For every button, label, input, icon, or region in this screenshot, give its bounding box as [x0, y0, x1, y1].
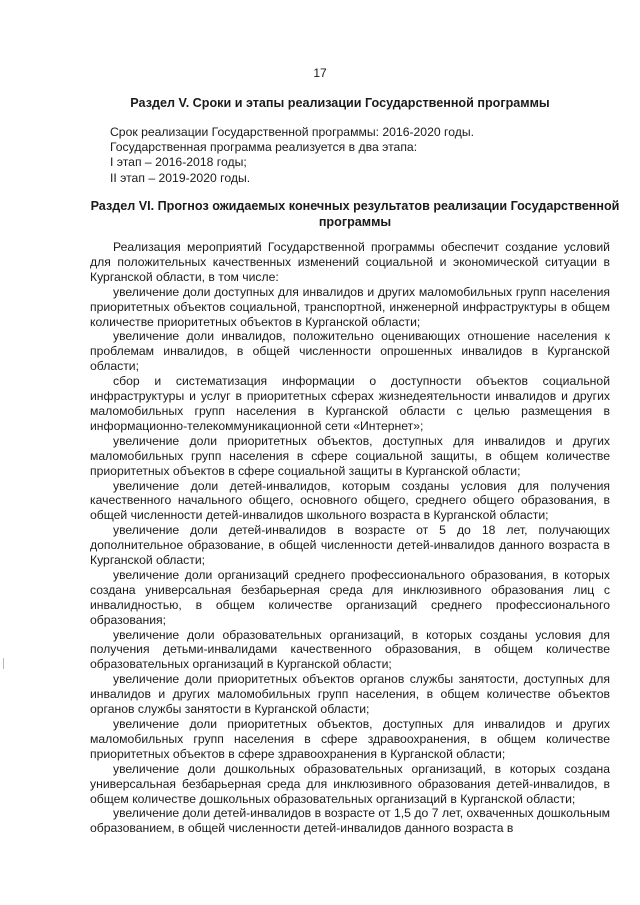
section-6-title: Раздел VI. Прогноз ожидаемых конечных результатов реализации Государственной программы — [90, 199, 620, 229]
program-term-line: Срок реализации Государственной программы: 2016-2020 годы. — [110, 125, 474, 139]
page-number: 17 — [313, 66, 327, 80]
result-item: увеличение доли инвалидов, положительно оценивающих отношение населения к проблемам инвалидов, в общей численности опрошенных инвалидов в Курганской области; — [90, 329, 610, 374]
result-item: увеличение доли приоритетных объектов, доступных для инвалидов и других маломобильных групп населения в сфере здравоохранения, в общем количестве приоритетных объектов в сфере здравоохранения в Курганской области; — [90, 717, 610, 761]
result-item: увеличение доли образовательных организаций, в которых созданы условия для получения детьми-инвалидами качественного образования, в общем количестве образовательных организаций в Курганской области; — [90, 627, 610, 672]
section-5-body — [110, 125, 610, 186]
result-item: увеличение доли детей-инвалидов, которым созданы условия для получения качественного начального общего, основного общего, среднего общего образования, в общей численности детей-инвалидов школьного возраста в Курганской области; — [90, 478, 610, 523]
result-item: увеличение доли доступных для инвалидов и других маломобильных групп населения приоритетных объектов социальной, транспортной, инженерной инфраструктуры в общем количестве приоритетных объектов в Курганской области; — [90, 284, 610, 329]
program-stages-line: Государственная программа реализуется в два этапа: — [110, 140, 418, 155]
stage-2-line: II этап – 2019-2020 годы. — [110, 170, 251, 185]
stage-1-line: I этап – 2016-2018 годы; — [110, 155, 247, 170]
result-item: увеличение доли детей-инвалидов в возрасте от 5 до 18 лет, получающих дополнительное образование, в общей численности детей-инвалидов данного возраста в Курганской области; — [90, 523, 610, 568]
result-item: увеличение доли приоритетных объектов органов службы занятости, доступных для инвалидов и других маломобильных групп населения, в общем количестве объектов органов службы занятости в Курганской области; — [90, 672, 610, 717]
scan-mark — [3, 658, 4, 669]
section-6-body — [90, 240, 610, 836]
result-item: сбор и систематизация информации о доступности объектов социальной инфраструктуры и услуг в приоритетных сферах жизнедеятельности инвалидов и других маломобильных групп населения в Курганской области с целью размещения в информационно-телекоммуникационной сети «Интернет»; — [90, 374, 610, 433]
result-item: увеличение доли организаций среднего профессионального образования, в которых создана универсальная безбарьерная среда для инклюзивного образования лиц с инвалидностью, в общем количестве организаций среднего профессионального образования; — [90, 567, 610, 627]
result-item: увеличение доли дошкольных образовательных организаций, в которых создана универсальная безбарьерная среда для инклюзивного образования детей-инвалидов, в общем количестве дошкольных образовательных организаций в Курганской области; — [90, 761, 610, 806]
section-5-title: Раздел V. Сроки и этапы реализации Государственной программы — [130, 96, 550, 110]
intro-paragraph: Реализация мероприятий Государственной программы обеспечит создание условий для положительных качественных изменений социальной и экономической ситуации в Курганской области, в том числе: — [90, 240, 610, 284]
result-item: увеличение доли детей-инвалидов в возрасте от 1,5 до 7 лет, охваченных дошкольным образованием, в общей численности детей-инвалидов данного возраста в — [90, 806, 610, 836]
result-item: увеличение доли приоритетных объектов, доступных для инвалидов и других маломобильных групп населения в сфере социальной защиты, в общем количестве приоритетных объектов в сфере социальной защиты в Курганской области; — [90, 433, 610, 478]
